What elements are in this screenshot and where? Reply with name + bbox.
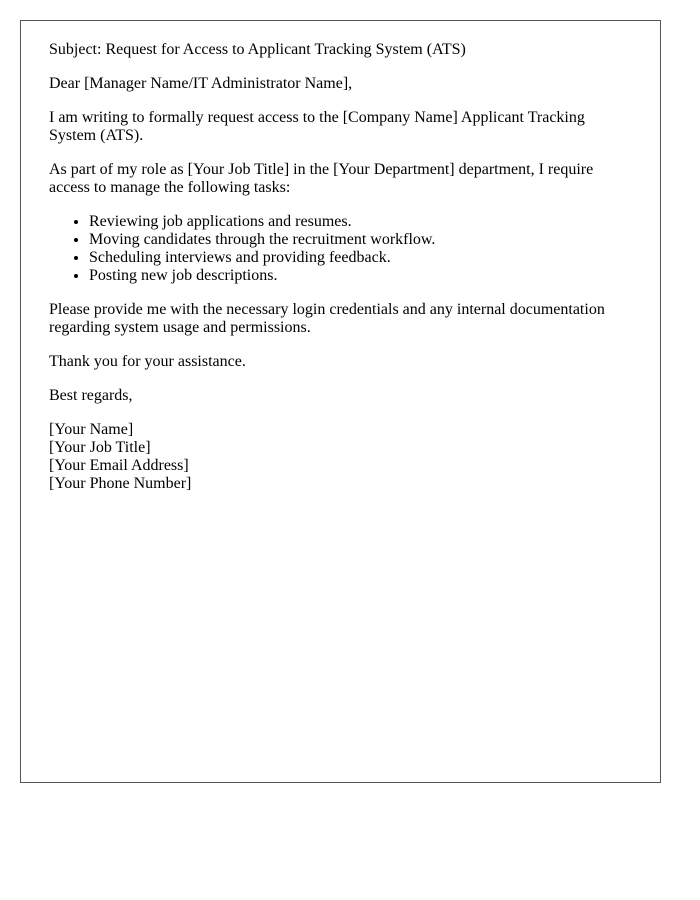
intro-paragraph: I am writing to formally request access to the [Company Name] Applicant Tracking System (ATS). <box>49 109 585 144</box>
list-item: • Reviewing job applications and resumes. <box>89 213 632 231</box>
task-list <box>49 213 632 285</box>
subject-line: Subject: Request for Access to Applicant Tracking System (ATS) <box>49 41 466 58</box>
signature-phone: [Your Phone Number] <box>49 475 192 492</box>
signature-block <box>49 421 632 493</box>
request-paragraph: Please provide me with the necessary login credentials and any internal documentation regarding system usage and permissions. <box>49 301 605 336</box>
closing-line: Best regards, <box>49 387 133 404</box>
greeting: Dear [Manager Name/IT Administrator Name], <box>49 75 353 92</box>
signature-title: [Your Job Title] <box>49 439 151 456</box>
list-item: • Posting new job descriptions. <box>89 267 632 285</box>
letter-container <box>20 20 661 783</box>
signature-email: [Your Email Address] <box>49 457 189 474</box>
list-item: • Moving candidates through the recruitment workflow. <box>89 231 632 249</box>
signature-name: [Your Name] <box>49 421 134 438</box>
thanks-line: Thank you for your assistance. <box>49 353 246 370</box>
list-item: • Scheduling interviews and providing feedback. <box>89 249 632 267</box>
role-paragraph: As part of my role as [Your Job Title] in the [Your Department] department, I require access to manage the following tasks: <box>49 161 594 196</box>
